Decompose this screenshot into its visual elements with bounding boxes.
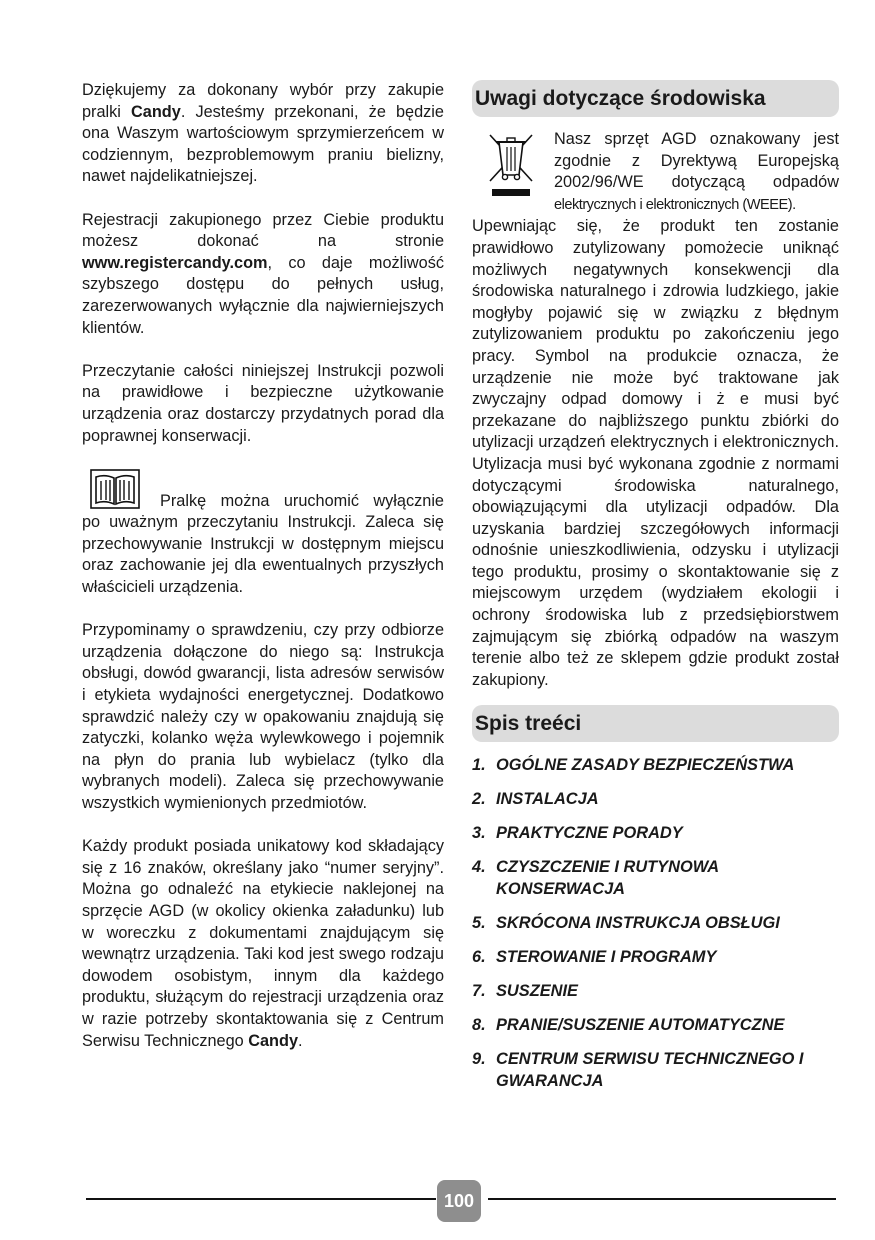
serial-text: Każdy produkt posiada unikatowy kod składający się z 16 znaków, określany jako “numer seryjny”. Można go odnaleźć na etykiecie naklejonej na sprzęcie AGD (w okolicy okienka załadunku) lub w woreczku z dokumentami znajdującym się wewnątrz urządzenia. Taki kod jest swego rodzaju dowodem osobistym, innym dla każdego produktu, służącym do rejestracji urządzenia oraz w razie potrzeby skontaktowania się z Centrum Serwisu Technicznego (82, 837, 444, 1050)
manual-note (82, 469, 444, 599)
toc-list (472, 754, 839, 1092)
toc-item-number: 8. (472, 1016, 486, 1035)
open-book-icon (90, 469, 140, 509)
toc-item-number: 2. (472, 790, 486, 809)
environment-body: Upewniając się, że produkt ten zostanie prawidłowo zutylizowany pomożecie uniknąć możliwych negatywnych konsekwencji dla środowiska naturalnego i zdrowia ludzkiego, jakie mogłyby pojawić się w związku z błędnym zutylizowaniem produktu po zakończeniu jego pracy. Symbol na produkcie oznacza, że urządzenie nie może być traktowane jak zwyczajny odpad domowy i ż e musi być przekazane do najbliższego punktu zbiórki do utylizacji urządzeń elektrycznych i elektronicznych. Utylizacja musi być wykonana zgodnie z normami dotyczącymi środowiska naturalnego, obowiązującymi dla utylizacji odpadów. Dla uzyskania bardziej szczegółowych informacji odnośnie unieszkodliwienia, odzysku i utylizacji tego produktu, prosimy o skontaktowanie się z miejscowym urzędem (wydziałem ekologii i ochrony środowiska lub z przedsiębiorstwem zajmującym się zbiórką odpadów na waszym terenie albo też ze sklepem gdzie produkt został zakupiony. (472, 217, 839, 689)
toc-item-number: 1. (472, 756, 486, 775)
register-url[interactable]: www.registercandy.com (82, 253, 268, 272)
weee-text (554, 129, 839, 216)
intro-paragraph (82, 80, 444, 188)
toc-item-number: 4. (472, 858, 486, 877)
toc-item-title: SUSZENIE (496, 982, 578, 1001)
serial-text-end: . (298, 1031, 303, 1050)
toc-item-title: PRANIE/SUSZENIE AUTOMATYCZNE (496, 1016, 785, 1035)
toc-item-title: SKRÓCONA INSTRUKCJA OBSŁUGI (496, 914, 780, 933)
toc-item[interactable] (472, 856, 839, 900)
footer-rule-right (488, 1198, 836, 1200)
toc-item[interactable] (472, 788, 839, 810)
footer-rule-left (86, 1198, 436, 1200)
toc-item[interactable] (472, 754, 839, 776)
weee-intro: Nasz sprzęt AGD oznakowany jest zgodnie z Dyrektywą Europejską 2002/96/WE dotyczącą odpadów (554, 130, 839, 192)
environment-heading: Uwagi dotyczące środowiska (472, 80, 839, 117)
toc-item-number: 5. (472, 914, 486, 933)
left-column (82, 80, 444, 1074)
toc-item[interactable] (472, 912, 839, 934)
toc-item-number: 7. (472, 982, 486, 1001)
manual-note-lead: Pralkę można uruchomić wyłącznie (160, 491, 444, 510)
toc-item-title: CENTRUM SERWISU TECHNICZNEGO I GWARANCJA (496, 1050, 804, 1091)
crossed-bin-icon (486, 129, 536, 199)
toc-item[interactable] (472, 980, 839, 1002)
registration-text-cont: , co daje możliwość szybszego dostępu do pełnych usług, zarezerwowanych wyłącznie dla najwierniejszych klientów. (82, 253, 444, 337)
page-number: 100 (437, 1180, 481, 1222)
right-column (472, 80, 839, 1104)
toc-item[interactable] (472, 946, 839, 968)
toc-item-title: OGÓLNE ZASADY BEZPIECZEŃSTWA (496, 756, 795, 775)
contents-check-paragraph: Przypominamy o sprawdzeniu, czy przy odbiorze urządzenia dołączone do niego są: Instrukcja obsługi, dowód gwarancji, lista adresów serwisów i etykieta wydajności energetycznej. Dodatkowo sprawdzić należy czy w opakowaniu znajdują się zatyczki, kolanko węża wylewkowego i pojemnik na płyn do prania lub wybielacz (tylko dla wybranych modeli). Zaleca się przechowywanie wszystkich wymienionych przedmiotów. (82, 621, 444, 812)
toc-item[interactable] (472, 1048, 839, 1092)
toc-item-number: 6. (472, 948, 486, 967)
intro-text: Dziękujemy za dokonany wybór przy zakupie pralki (82, 81, 444, 121)
toc-item-number: 3. (472, 824, 486, 843)
toc-heading: Spis treéci (472, 705, 839, 742)
toc-item-number: 9. (472, 1050, 486, 1069)
weee-directive: elektrycznych i elektronicznych (WEEE). (554, 196, 796, 213)
brand-name-2: Candy (248, 1031, 298, 1050)
toc-item-title: CZYSZCZENIE I RUTYNOWA KONSERWACJA (496, 858, 719, 899)
toc-item-title: STEROWANIE I PROGRAMY (496, 948, 717, 967)
toc-item[interactable] (472, 822, 839, 844)
toc-item[interactable] (472, 1014, 839, 1036)
serial-number-paragraph (82, 836, 444, 1052)
weee-block (472, 129, 839, 216)
manual-note-text: po uważnym przeczytaniu Instrukcji. Zaleca się przechowywanie Instrukcji w dostępnym miejscu oraz zachowanie jej dla ewentualnych przyszłych właścicieli urządzenia. (82, 513, 444, 597)
reading-paragraph: Przeczytanie całości niniejszej Instrukcji pozwoli na prawidłowe i bezpieczne użytkowanie urządzenia oraz dostarczy przydatnych porad dla poprawnej konserwacji. (82, 361, 444, 445)
registration-paragraph (82, 210, 444, 340)
toc-item-title: INSTALACJA (496, 790, 599, 809)
intro-text-cont: . Jesteśmy przekonani, że będzie ona Waszym wartościowym sprzymierzeńcem w codziennym, bezproblemowym praniu bielizny, nawet najdelikatniejszej. (82, 102, 444, 186)
toc-item-title: PRAKTYCZNE PORADY (496, 824, 683, 843)
registration-text: Rejestracji zakupionego przez Ciebie produktu możesz dokonać na stronie (82, 210, 444, 251)
brand-name: Candy (131, 102, 181, 121)
